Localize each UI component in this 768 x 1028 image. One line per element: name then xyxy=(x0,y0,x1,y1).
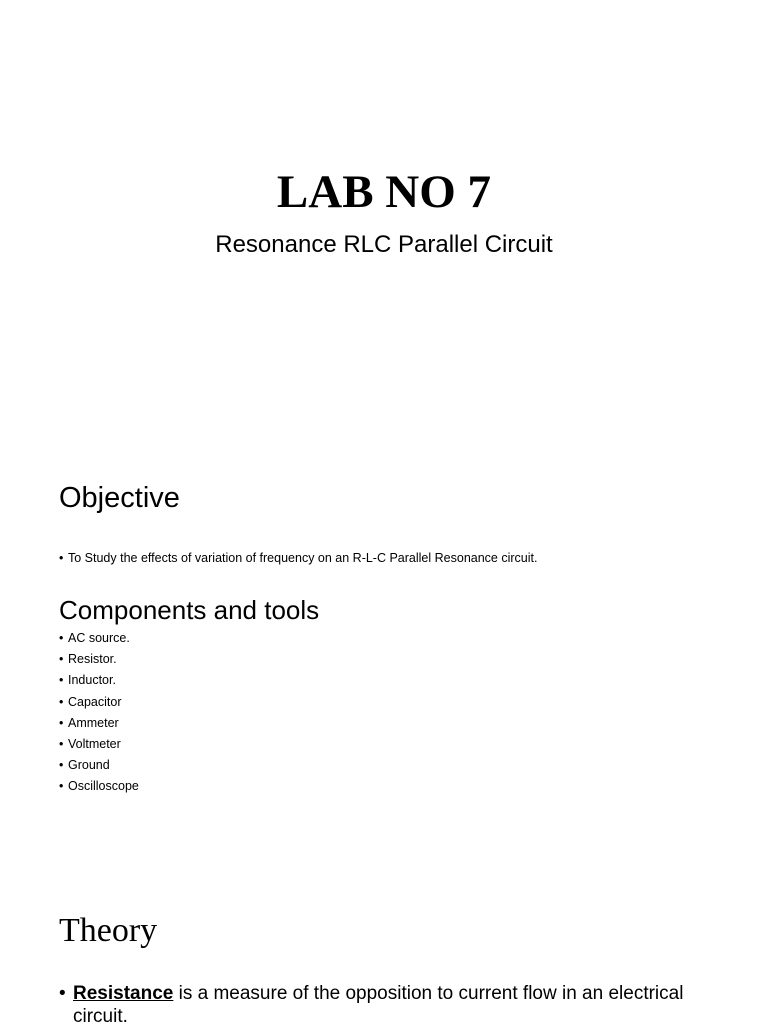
theory-item xyxy=(59,982,699,1028)
components-heading: Components and tools xyxy=(59,595,320,625)
component-item: • Capacitor xyxy=(59,692,139,713)
component-item: • Ground xyxy=(59,755,139,776)
component-item: • Inductor. xyxy=(59,670,139,691)
theory-heading: Theory xyxy=(59,912,158,949)
component-item: • Resistor. xyxy=(59,649,139,670)
component-item: • AC source. xyxy=(59,628,139,649)
theory-list xyxy=(59,982,699,1028)
components-list xyxy=(59,628,139,798)
theory-term: Resistance xyxy=(73,983,174,1004)
page-subtitle: Resonance RLC Parallel Circuit xyxy=(215,231,553,258)
objective-item: • To Study the effects of variation of frequency on an R-L-C Parallel Resonance circuit. xyxy=(59,548,537,569)
theory-text: is a measure of the opposition to current flow in an electrical circuit. xyxy=(73,983,684,1027)
component-item: • Ammeter xyxy=(59,713,139,734)
component-item: • Voltmeter xyxy=(59,734,139,755)
component-item: • Oscilloscope xyxy=(59,776,139,797)
objective-list xyxy=(59,548,537,569)
objective-heading: Objective xyxy=(59,482,180,514)
page-title: LAB NO 7 xyxy=(276,166,492,218)
